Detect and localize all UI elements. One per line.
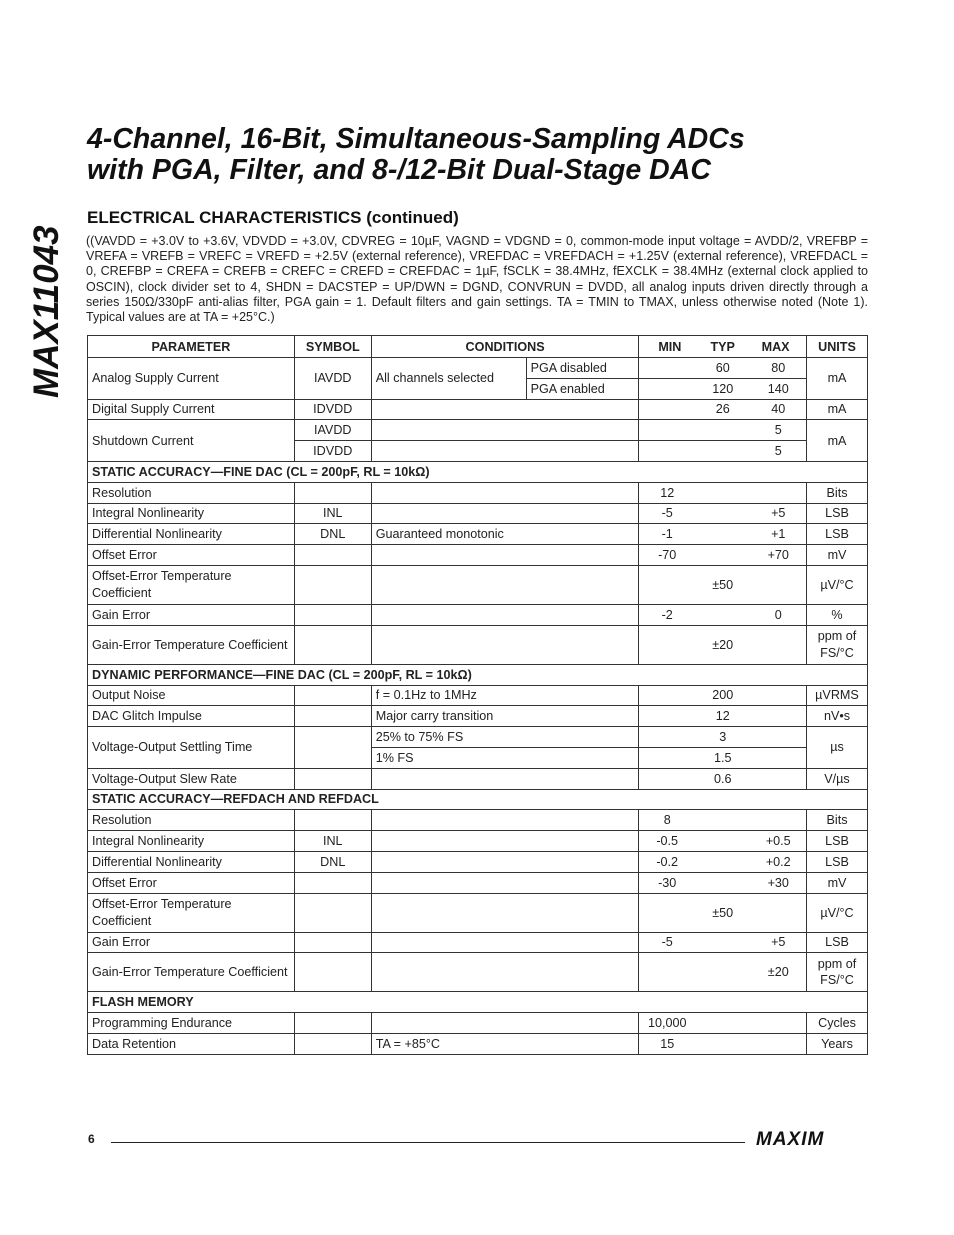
units-cell: nV•s	[807, 706, 868, 727]
symbol-cell	[294, 727, 371, 769]
footer-rule	[111, 1142, 745, 1143]
symbol-cell	[294, 706, 371, 727]
typ-value	[695, 876, 751, 890]
units-cell: LSB	[807, 851, 868, 872]
min-value	[639, 906, 695, 920]
units-cell: ppm of FS/°C	[807, 953, 868, 992]
max-value	[751, 1037, 807, 1051]
symbol-cell	[294, 810, 371, 831]
symbol-cell: INL	[294, 503, 371, 524]
typ-value	[695, 486, 751, 500]
param-cell: Analog Supply Current	[88, 358, 295, 400]
min-value	[639, 638, 695, 652]
units-cell: mA	[807, 420, 868, 462]
condition-cell: 25% to 75% FS	[371, 727, 639, 748]
section-title: DYNAMIC PERFORMANCE—FINE DAC (CL = 200pF, RL = 10kΩ)	[88, 664, 868, 685]
condition-cell	[371, 1013, 639, 1034]
units-cell: µs	[807, 727, 868, 769]
table-header-row	[88, 336, 868, 358]
symbol-cell	[294, 893, 371, 932]
typ-value	[695, 1037, 751, 1051]
values-cell	[639, 378, 807, 399]
typ-value	[695, 1016, 751, 1030]
min-value: -2	[661, 607, 673, 622]
symbol-cell: IDVDD	[294, 399, 371, 420]
table-row	[88, 685, 868, 706]
param-cell: Shutdown Current	[88, 420, 295, 462]
values-cell	[639, 482, 807, 503]
typ-value	[695, 813, 751, 827]
values-cell	[639, 768, 807, 789]
condition-cell: All channels selected	[371, 358, 526, 400]
param-cell: Programming Endurance	[88, 1013, 295, 1034]
max-value: 40	[771, 402, 786, 417]
symbol-cell	[294, 872, 371, 893]
min-value: -1	[661, 527, 673, 542]
max-value: 5	[774, 444, 782, 459]
table-row	[88, 358, 868, 379]
values-cell	[639, 727, 807, 748]
header-max: MAX	[761, 339, 790, 354]
table-row	[88, 831, 868, 852]
values-cell	[639, 953, 807, 992]
min-value: 8	[663, 813, 671, 828]
table-row	[88, 482, 868, 503]
typ-value: 12	[715, 709, 730, 724]
table-row	[88, 1013, 868, 1034]
typ-value	[695, 935, 751, 949]
symbol-cell	[294, 1013, 371, 1034]
condition-cell	[371, 932, 639, 953]
condition-cell	[371, 420, 639, 441]
symbol-cell: DNL	[294, 524, 371, 545]
param-cell: Differential Nonlinearity	[88, 524, 295, 545]
values-cell	[639, 1033, 807, 1054]
units-cell: mA	[807, 358, 868, 400]
min-value: -0.2	[656, 854, 679, 869]
param-cell: Gain-Error Temperature Coefficient	[88, 953, 295, 992]
typ-value	[695, 527, 751, 541]
typ-value: 3	[719, 730, 727, 745]
param-cell: Voltage-Output Slew Rate	[88, 768, 295, 789]
condition-cell	[371, 503, 639, 524]
symbol-cell: IAVDD	[294, 420, 371, 441]
values-cell	[639, 706, 807, 727]
symbol-cell: INL	[294, 831, 371, 852]
min-value: -30	[658, 875, 677, 890]
min-value: -5	[661, 506, 673, 521]
values-cell	[639, 545, 807, 566]
maxim-logo	[756, 1129, 866, 1154]
min-value: -5	[661, 935, 673, 950]
typ-value: 0.6	[713, 771, 732, 786]
table-row	[88, 625, 868, 664]
units-cell: Bits	[807, 482, 868, 503]
values-cell	[639, 503, 807, 524]
typ-value: ±20	[712, 637, 734, 652]
symbol-cell	[294, 685, 371, 706]
param-cell: Offset-Error Temperature Coefficient	[88, 565, 295, 604]
typ-value: ±50	[712, 905, 734, 920]
param-cell: Offset-Error Temperature Coefficient	[88, 893, 295, 932]
section-heading: ELECTRICAL CHARACTERISTICS (continued)	[87, 208, 459, 227]
values-cell	[639, 358, 807, 379]
condition-cell	[371, 768, 639, 789]
param-cell: Gain Error	[88, 604, 295, 625]
max-value: +0.5	[765, 834, 791, 849]
condition-cell	[371, 604, 639, 625]
units-cell: mA	[807, 399, 868, 420]
values-cell	[639, 810, 807, 831]
param-cell: Gain-Error Temperature Coefficient	[88, 625, 295, 664]
param-cell: Integral Nonlinearity	[88, 503, 295, 524]
values-cell	[639, 441, 807, 462]
symbol-cell	[294, 768, 371, 789]
units-cell: ppm of FS/°C	[807, 625, 868, 664]
header-symbol: SYMBOL	[294, 336, 371, 358]
condition-cell	[371, 565, 639, 604]
min-value: -70	[658, 548, 677, 563]
symbol-cell	[294, 545, 371, 566]
max-value: 0	[774, 607, 782, 622]
section-row	[88, 664, 868, 685]
values-cell	[639, 524, 807, 545]
max-value	[751, 578, 807, 592]
typ-value: 1.5	[713, 750, 732, 765]
max-value: +1	[771, 527, 786, 542]
units-cell: LSB	[807, 503, 868, 524]
condition-cell: Major carry transition	[371, 706, 639, 727]
test-conditions-paragraph: ((VAVDD = +3.0V to +3.6V, VDVDD = +3.0V, CDVREG = 10µF, VAGND = VDGND = 0, common-mode input voltage = AVDD/2, VREFBP = VREFA = VREFB = VREFC = VREFD = +2.5V (external reference), VREFDAC = VREFDACH = +1.25V (external reference), VREFDACL = 0, CREFBP = CREFA = CREFB = CREFC = CREFD = CREFDAC = 1µF, fSCLK = 38.4MHz, fEXCLK = 38.4MHz (external clock applied to OSCIN), clock divider set to 4, SHDN = DACSTEP = UP/DWN = DGND, CONVRUN = DVDD, all analog inputs driven directly through a series 150Ω/330pF anti-alias filter, PGA gain = 1. Default filters and gain settings. TA = TMIN to TMAX, unless otherwise noted (Note 1). Typical values are at TA = +25°C.)	[86, 234, 868, 325]
condition-cell	[371, 893, 639, 932]
electrical-characteristics-table	[87, 335, 868, 1055]
param-cell: Resolution	[88, 810, 295, 831]
units-cell: Cycles	[807, 1013, 868, 1034]
param-cell: Gain Error	[88, 932, 295, 953]
condition-cell	[371, 545, 639, 566]
table-row	[88, 545, 868, 566]
section-title: STATIC ACCURACY—FINE DAC (CL = 200pF, RL = 10kΩ)	[88, 461, 868, 482]
page-number: 6	[88, 1132, 95, 1146]
header-units: UNITS	[807, 336, 868, 358]
typ-value: ±50	[712, 577, 734, 592]
typ-value	[695, 608, 751, 622]
values-cell	[639, 893, 807, 932]
values-cell	[639, 831, 807, 852]
units-cell: mV	[807, 872, 868, 893]
param-cell: Differential Nonlinearity	[88, 851, 295, 872]
table-row	[88, 604, 868, 625]
table-row	[88, 524, 868, 545]
max-value	[751, 813, 807, 827]
max-value	[751, 638, 807, 652]
values-cell	[639, 851, 807, 872]
values-cell	[639, 399, 807, 420]
section-title: STATIC ACCURACY—REFDACH AND REFDACL	[88, 789, 868, 810]
condition-cell	[371, 625, 639, 664]
param-cell: DAC Glitch Impulse	[88, 706, 295, 727]
values-cell	[639, 1013, 807, 1034]
table-row	[88, 1033, 868, 1054]
section-row	[88, 992, 868, 1013]
side-part-number-text: MAX11043	[27, 225, 66, 398]
param-cell: Digital Supply Current	[88, 399, 295, 420]
fine-dac-static-section	[88, 482, 868, 664]
table-row	[88, 810, 868, 831]
flash-memory-section	[88, 1013, 868, 1055]
typ-value: 26	[715, 402, 730, 417]
page-title	[87, 124, 887, 186]
max-value	[751, 486, 807, 500]
param-cell: Integral Nonlinearity	[88, 831, 295, 852]
table-row	[88, 399, 868, 420]
title-line-2: with PGA, Filter, and 8-/12-Bit Dual-Stage DAC	[87, 154, 711, 186]
symbol-cell: IDVDD	[294, 441, 371, 462]
typ-value	[695, 965, 751, 979]
maxim-logo-text: MAXIM	[756, 1129, 825, 1149]
section-title: FLASH MEMORY	[88, 992, 868, 1013]
param-cell: Offset Error	[88, 872, 295, 893]
symbol-cell	[294, 625, 371, 664]
max-value: 5	[774, 423, 782, 438]
values-cell	[639, 932, 807, 953]
typ-value	[695, 855, 751, 869]
units-cell: Bits	[807, 810, 868, 831]
symbol-cell	[294, 604, 371, 625]
table-row	[88, 872, 868, 893]
values-cell	[639, 420, 807, 441]
units-cell: V/µs	[807, 768, 868, 789]
condition-cell	[371, 399, 639, 420]
table-row	[88, 893, 868, 932]
table-row	[88, 706, 868, 727]
condition-cell	[371, 441, 639, 462]
typ-value: 120	[712, 381, 734, 396]
units-cell: LSB	[807, 932, 868, 953]
table-row	[88, 565, 868, 604]
max-value	[751, 906, 807, 920]
table-row	[88, 768, 868, 789]
max-value: +30	[767, 875, 789, 890]
condition-cell	[371, 872, 639, 893]
units-cell: µV/°C	[807, 565, 868, 604]
units-cell: µVRMS	[807, 685, 868, 706]
table-row	[88, 727, 868, 748]
max-value: +5	[771, 935, 786, 950]
max-value: +5	[771, 506, 786, 521]
section-row	[88, 461, 868, 482]
symbol-cell	[294, 565, 371, 604]
section-row	[88, 789, 868, 810]
max-value: +70	[767, 548, 789, 563]
param-cell: Output Noise	[88, 685, 295, 706]
condition-cell: Guaranteed monotonic	[371, 524, 639, 545]
symbol-cell: DNL	[294, 851, 371, 872]
symbol-cell	[294, 1033, 371, 1054]
condition-cell: f = 0.1Hz to 1MHz	[371, 685, 639, 706]
table-row	[88, 851, 868, 872]
units-cell: %	[807, 604, 868, 625]
condition-cell: TA = +85°C	[371, 1033, 639, 1054]
condition-cell	[371, 482, 639, 503]
condition-cell	[371, 953, 639, 992]
units-cell: LSB	[807, 831, 868, 852]
values-cell	[639, 747, 807, 768]
typ-value: 200	[712, 688, 734, 703]
table-row	[88, 932, 868, 953]
min-value: 12	[660, 485, 675, 500]
typ-value	[695, 548, 751, 562]
table-row	[88, 953, 868, 992]
values-cell	[639, 872, 807, 893]
max-value: +0.2	[765, 854, 791, 869]
header-min-typ-max	[639, 336, 807, 358]
condition-cell	[371, 810, 639, 831]
param-cell: Voltage-Output Settling Time	[88, 727, 295, 769]
condition-cell: 1% FS	[371, 747, 639, 768]
subcondition-cell: PGA disabled	[526, 358, 639, 379]
refdac-static-section	[88, 810, 868, 992]
side-part-number	[6, 210, 68, 400]
header-min: MIN	[658, 339, 682, 354]
symbol-cell: IAVDD	[294, 358, 371, 400]
subcondition-cell: PGA enabled	[526, 378, 639, 399]
min-value	[639, 578, 695, 592]
param-cell: Resolution	[88, 482, 295, 503]
symbol-cell	[294, 482, 371, 503]
min-value: 10,000	[647, 1016, 687, 1031]
units-cell: LSB	[807, 524, 868, 545]
table-row	[88, 503, 868, 524]
title-line-1: 4-Channel, 16-Bit, Simultaneous-Sampling ADCs	[87, 123, 745, 155]
condition-cell	[371, 851, 639, 872]
param-cell: Data Retention	[88, 1033, 295, 1054]
symbol-cell	[294, 953, 371, 992]
typ-value: 60	[715, 360, 730, 375]
table-row	[88, 420, 868, 441]
max-value	[751, 1016, 807, 1030]
units-cell: mV	[807, 545, 868, 566]
header-conditions: CONDITIONS	[371, 336, 639, 358]
max-value: 140	[767, 381, 789, 396]
values-cell	[639, 625, 807, 664]
condition-cell	[371, 831, 639, 852]
values-cell	[639, 604, 807, 625]
header-typ: TYP	[710, 339, 735, 354]
min-value: -0.5	[656, 834, 679, 849]
min-value	[639, 965, 695, 979]
max-value: ±20	[767, 965, 789, 980]
min-value: 15	[660, 1036, 675, 1051]
units-cell: Years	[807, 1033, 868, 1054]
max-value: 80	[771, 360, 786, 375]
values-cell	[639, 565, 807, 604]
values-cell	[639, 685, 807, 706]
param-cell: Offset Error	[88, 545, 295, 566]
symbol-cell	[294, 932, 371, 953]
typ-value	[695, 834, 751, 848]
units-cell: µV/°C	[807, 893, 868, 932]
typ-value	[695, 506, 751, 520]
header-parameter: PARAMETER	[88, 336, 295, 358]
